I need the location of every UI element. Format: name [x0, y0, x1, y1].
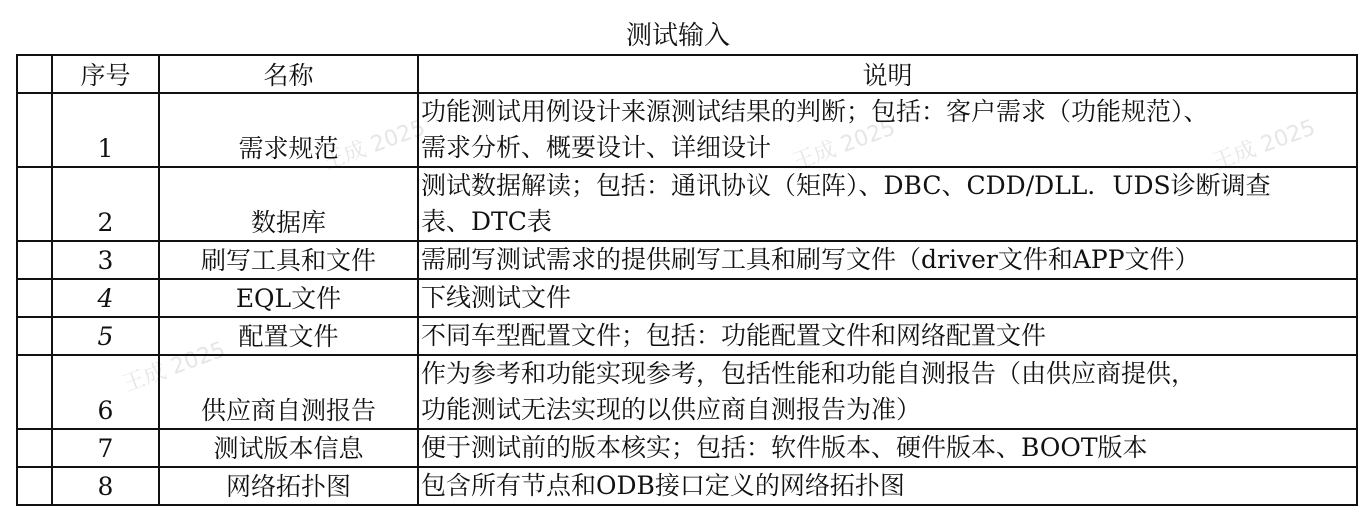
- blank-cell: [17, 317, 52, 355]
- table-row: [17, 93, 1357, 167]
- page-title: 测试输入: [625, 21, 730, 51]
- description-line: 需求分析、概要设计、详细设计: [421, 133, 772, 162]
- row-index: 5: [52, 317, 159, 355]
- description-line: 作为参考和功能实现参考，包括性能和功能自测报告（由供应商提供，: [421, 359, 1197, 388]
- row-description: [418, 355, 1357, 429]
- watermark: 王成 2025: [119, 337, 229, 398]
- table-row: [17, 241, 1357, 279]
- row-name: 网络拓扑图: [159, 467, 418, 505]
- row-description: 需刷写测试需求的提供刷写工具和刷写文件（driver文件和APP文件）: [418, 241, 1357, 279]
- description-line: 功能测试用例设计来源测试结果的判断；包括：客户需求（功能规范）、: [421, 97, 1209, 126]
- row-description: 不同车型配置文件；包括：功能配置文件和网络配置文件: [418, 317, 1357, 355]
- blank-cell: [17, 93, 52, 167]
- header-description: 说明: [418, 55, 1357, 93]
- row-index: 1: [52, 93, 159, 167]
- blank-cell: [17, 355, 52, 429]
- row-name: EQL文件: [159, 279, 418, 317]
- row-index: 4: [52, 279, 159, 317]
- table-row: [17, 279, 1357, 317]
- blank-cell: [17, 429, 52, 467]
- table-row: [17, 429, 1357, 467]
- description-line: 测试数据解读；包括：通讯协议（矩阵）、DBC、CDD/DLL．UDS诊断调查: [421, 171, 1271, 200]
- row-name: 配置文件: [159, 317, 418, 355]
- watermark: 王成 2025: [789, 115, 899, 176]
- watermark: 王成 2025: [319, 115, 429, 176]
- row-description: 便于测试前的版本核实；包括：软件版本、硬件版本、BOOT版本: [418, 429, 1357, 467]
- row-name: 数据库: [159, 167, 418, 241]
- row-index: 3: [52, 241, 159, 279]
- description-line: 表、DTC表: [421, 207, 552, 236]
- row-index: 8: [52, 467, 159, 505]
- watermark: 王成 2025: [1209, 115, 1319, 176]
- description-line: 功能测试无法实现的以供应商自测报告为准）: [421, 395, 922, 424]
- header-name: 名称: [159, 55, 418, 93]
- row-description: [418, 167, 1357, 241]
- blank-cell: [17, 279, 52, 317]
- row-index: 7: [52, 429, 159, 467]
- row-index: 6: [52, 355, 159, 429]
- table-row: [17, 355, 1357, 429]
- row-name: 刷写工具和文件: [159, 241, 418, 279]
- header-index: 序号: [52, 55, 159, 93]
- table-row: [17, 167, 1357, 241]
- table-row: [17, 317, 1357, 355]
- row-name: 需求规范: [159, 93, 418, 167]
- row-name: 供应商自测报告: [159, 355, 418, 429]
- row-index: 2: [52, 167, 159, 241]
- row-name: 测试版本信息: [159, 429, 418, 467]
- header-blank-cell: [17, 55, 52, 93]
- test-input-table: [16, 54, 1358, 506]
- row-description: 包含所有节点和ODB接口定义的网络拓扑图: [418, 467, 1357, 505]
- blank-cell: [17, 167, 52, 241]
- table-header-row: [17, 55, 1357, 93]
- table-row: [17, 467, 1357, 505]
- blank-cell: [17, 241, 52, 279]
- blank-cell: [17, 467, 52, 505]
- row-description: 下线测试文件: [418, 279, 1357, 317]
- row-description: [418, 93, 1357, 167]
